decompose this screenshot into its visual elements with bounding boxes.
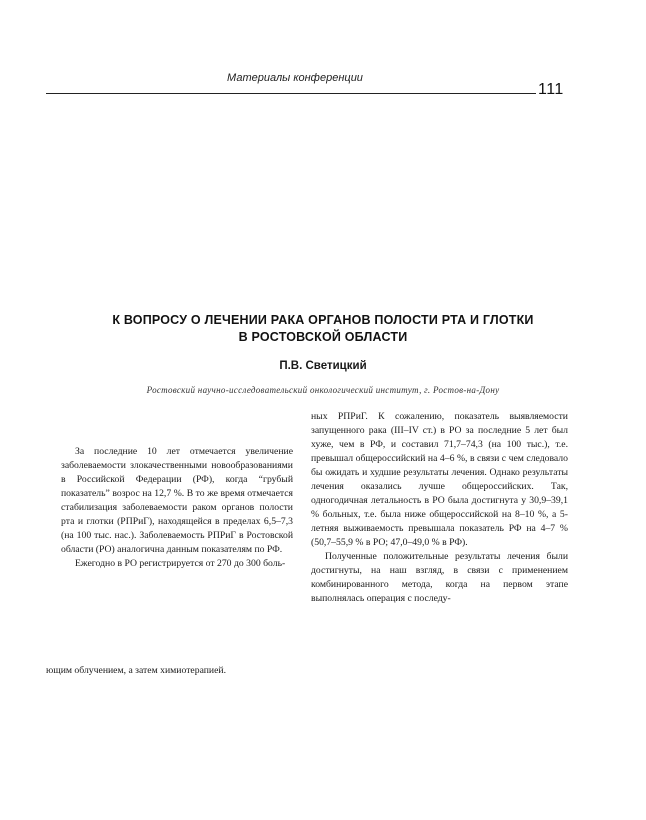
left-column [61, 445, 293, 571]
running-header: Материалы конференции [227, 72, 363, 84]
paragraph: ных РПРиГ. К сожалению, показатель выявляемости запущенного рака (III–IV ст.) в РО за последние 5 лет был хуже, чем в РФ, и составил 71,7–74,3 (на 100 тыс.), т.е. превышал общероссийский на 4–6 %, в связи с чем следовало бы ожидать и худшие результаты лечения. Однако результаты лечения оказались лучше общероссийских. Так, одногодичная летальность в РО была достигнута у 30,9–39,1 % больных, т.е. была ниже общероссийской на 8–10 %, а 5-летняя выживаемость превышала показатель РФ на 4–7 % (50,7–55,9 % в РО; 47,0–49,0 % в РФ). [311, 411, 568, 548]
article-title [40, 312, 606, 346]
author-affiliation: Ростовский научно-исследовательский онкологический институт, г. Ростов-на-Дону [146, 385, 500, 395]
paragraph: Ежегодно в РО регистрируется от 270 до 300 боль- [75, 558, 286, 569]
title-line-2: В РОСТОВСКОЙ ОБЛАСТИ [238, 330, 408, 344]
page-number: 111 [538, 81, 564, 98]
paragraph: Полученные положительные результаты лечения были достигнуты, на наш взгляд, в связи с применением комбинированного метода, когда на первом этапе выполнялась операция с последу- [311, 551, 568, 604]
title-line-1: К ВОПРОСУ О ЛЕЧЕНИИ РАКА ОРГАНОВ ПОЛОСТИ РТА И ГЛОТКИ [112, 313, 534, 327]
continuation-text: ющим облучением, а затем химиотерапией. [46, 665, 227, 676]
header-rule [46, 93, 536, 94]
paragraph: За последние 10 лет отмечается увеличение заболеваемости злокачественными новообразованиями в Российской Федерации (РФ), когда “грубый показатель” возрос на 12,7 %. В то же время отмечается стабилизация заболеваемости раком органов полости рта и глотки (РПРиГ), находящейся в пределах 6,5–7,3 (на 100 тыс. нас.). Заболеваемость РПРиГ в Ростовской области (РО) аналогична данным показателям по РФ. [61, 446, 293, 555]
right-column [311, 410, 568, 606]
author-name: П.В. Светицкий [279, 360, 367, 372]
